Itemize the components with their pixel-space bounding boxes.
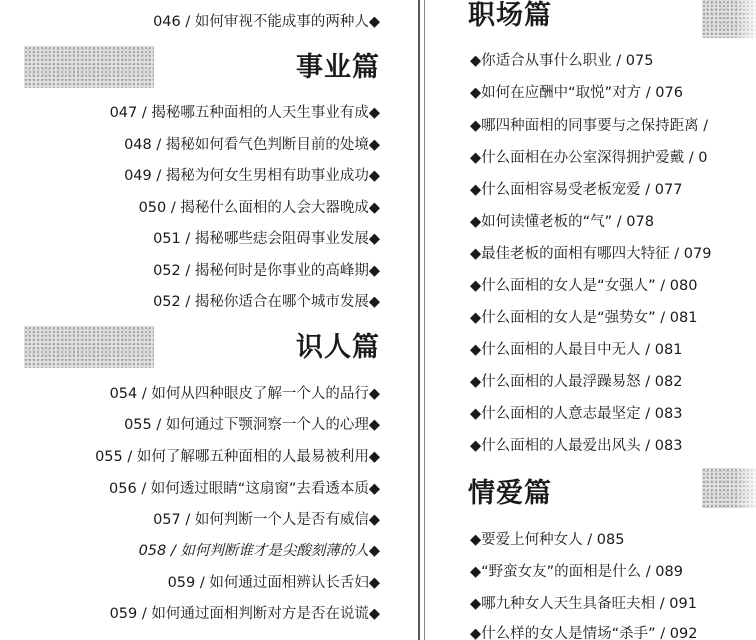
toc-entry: ◆什么面相的人最浮躁易怒 / 082: [470, 374, 683, 390]
toc-entry: 055 / 如何了解哪五种面相的人最易被利用◆: [95, 449, 380, 465]
toc-entry: 046 / 如何审视不能成事的两种人◆: [153, 14, 380, 30]
toc-entry: ◆要爱上何种女人 / 085: [470, 532, 625, 548]
section-heading-career: 事业篇: [296, 52, 380, 83]
toc-entry: ◆如何读懂老板的“气” / 078: [470, 214, 654, 230]
toc-entry: ◆什么面相的女人是“强势女” / 081: [470, 310, 698, 326]
section-heading-love: 情爱篇: [468, 478, 552, 509]
toc-entry: 050 / 揭秘什么面相的人会大器晚成◆: [138, 200, 380, 216]
toc-entry: 057 / 如何判断一个人是否有威信◆: [153, 512, 380, 528]
toc-entry: 047 / 揭秘哪五种面相的人天生事业有成◆: [109, 105, 380, 121]
section-heading-workplace: 职场篇: [468, 0, 552, 31]
toc-entry: ◆什么面相的人最爱出风头 / 083: [470, 438, 683, 454]
toc-entry: 048 / 揭秘如何看气色判断目前的处境◆: [124, 137, 380, 153]
toc-entry: 054 / 如何从四种眼皮了解一个人的品行◆: [109, 386, 380, 402]
toc-entry: ◆哪四种面相的同事要与之保持距离 /: [470, 118, 709, 134]
toc-entry: 059 / 如何通过面相判断对方是否在说谎◆: [109, 606, 380, 622]
toc-entry: 056 / 如何透过眼睛“这扇窗”去看透本质◆: [109, 481, 380, 497]
toc-entry: ◆什么面相的女人是“女强人” / 080: [470, 278, 698, 294]
toc-entry: ◆什么面相的人最目中无人 / 081: [470, 342, 683, 358]
toc-entry: 049 / 揭秘为何女生男相有助事业成功◆: [124, 168, 380, 184]
page-gutter-line: [424, 0, 425, 640]
toc-entry: 059 / 如何通过面相辨认长舌妇◆: [167, 575, 380, 591]
toc-entry: ◆什么面相容易受老板宠爱 / 077: [470, 182, 683, 198]
section-texture: [24, 46, 154, 88]
toc-entry: ◆什么面相在办公室深得拥护爱戴 / 0: [470, 150, 708, 166]
toc-entry: ◆什么样的女人是情场“杀手” / 092: [470, 626, 698, 640]
section-texture: [702, 468, 756, 508]
toc-entry: ◆你适合从事什么职业 / 075: [470, 53, 654, 69]
toc-entry: 051 / 揭秘哪些痣会阻碍事业发展◆: [153, 231, 380, 247]
section-heading-judging-people: 识人篇: [296, 332, 380, 363]
section-texture: [702, 0, 756, 38]
toc-entry: 058 / 如何判断谁才是尖酸刻薄的人◆: [138, 543, 380, 559]
toc-entry: ◆“野蛮女友”的面相是什么 / 089: [470, 564, 683, 580]
toc-entry: 052 / 揭秘何时是你事业的高峰期◆: [153, 263, 380, 279]
toc-entry: 055 / 如何通过下颚洞察一个人的心理◆: [124, 417, 380, 433]
toc-entry: ◆什么面相的人意志最坚定 / 083: [470, 406, 683, 422]
toc-entry: ◆如何在应酬中“取悦”对方 / 076: [470, 85, 683, 101]
page-gutter-line: [418, 0, 420, 640]
section-texture: [24, 326, 154, 368]
right-page: [430, 0, 756, 640]
toc-entry: ◆哪九种女人天生具备旺夫相 / 091: [470, 596, 697, 612]
toc-entry: ◆最佳老板的面相有哪四大特征 / 079: [470, 246, 712, 262]
toc-entry: 052 / 揭秘你适合在哪个城市发展◆: [153, 294, 380, 310]
